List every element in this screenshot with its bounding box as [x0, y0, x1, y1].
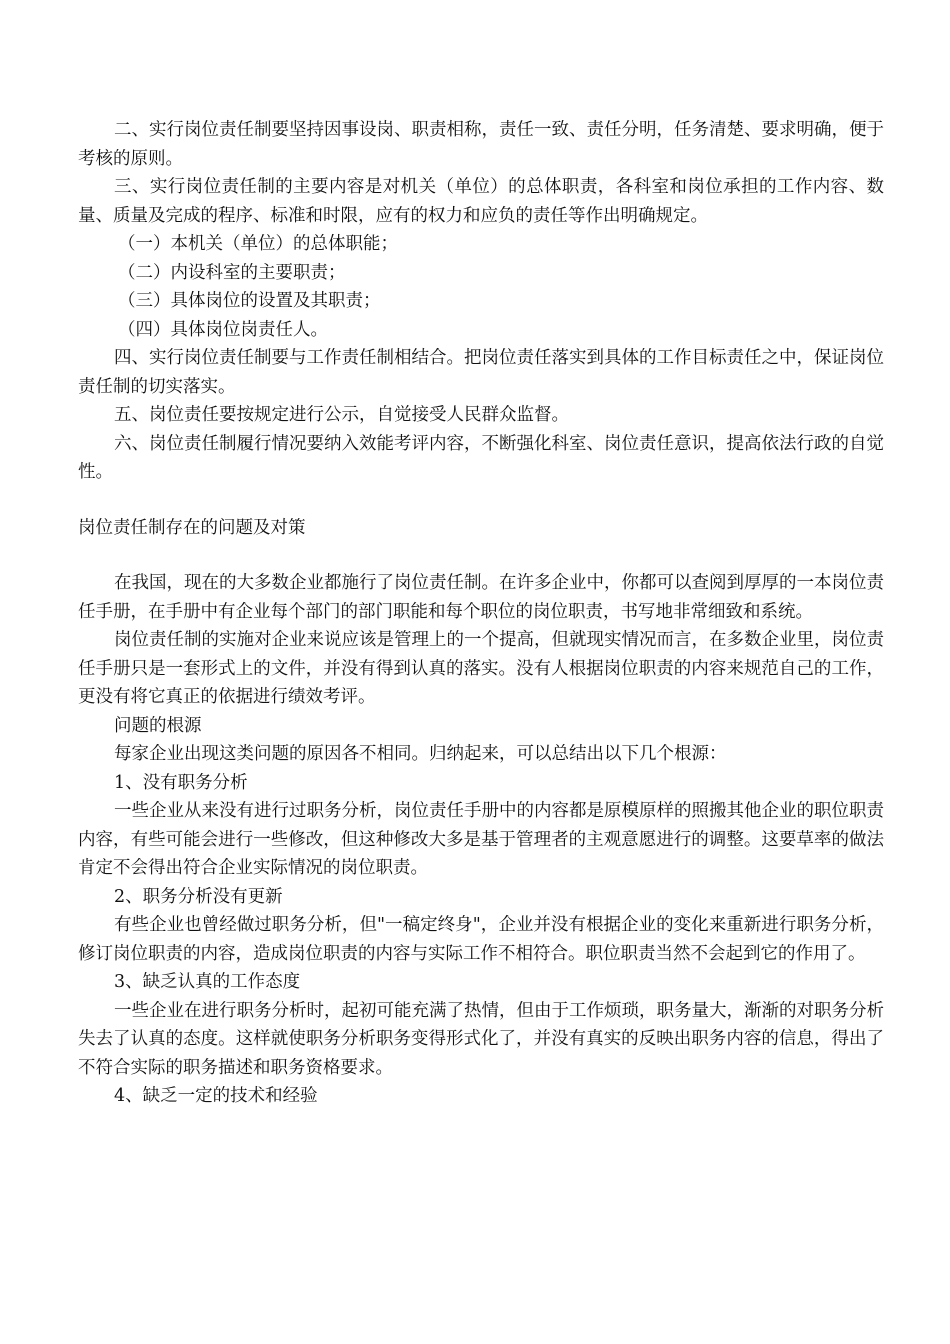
paragraph-reason-1: 一些企业从来没有进行过职务分析，岗位责任手册中的内容都是原模原样的照搬其他企业的职位职责内容，有些可能会进行一些修改，但这种修改大多是基于管理者的主观意愿进行的调整。这要草率的做法肯定不会得出符合企业实际情况的岗位职责。 — [78, 801, 884, 878]
subheading-root: 问题的根源 — [114, 715, 202, 736]
subheading-reason-4: 4、缺乏一定的技术和经验 — [114, 1086, 318, 1106]
subheading-reason-2: 2、职务分析没有更新 — [114, 886, 283, 907]
paragraph-combine: 四、实行岗位责任制要与工作责任制相结合。把岗位责任落实到具体的工作目标责任之中，保证岗位责任制的切实落实。 — [78, 348, 884, 397]
list-item: （一）本机关（单位）的总体职能； — [118, 234, 398, 254]
list-item: （四）具体岗位岗责任人。 — [118, 319, 328, 340]
list-item: （二）内设科室的主要职责； — [118, 262, 346, 283]
list-item: （三）具体岗位的设置及其职责； — [118, 291, 381, 311]
paragraph-reason-2: 有些企业也曾经做过职务分析，但"一稿定终身"，企业并没有根据企业的变化来重新进行职务分析，修订岗位职责的内容，造成岗位职责的内容与实际工作不相符合。职位职责当然不会起到它的作用了。 — [78, 915, 884, 964]
subheading-reason-1: 1、没有职务分析 — [114, 772, 248, 793]
paragraph-evaluation: 六、岗位责任制履行情况要纳入效能考评内容，不断强化科室、岗位责任意识，提高依法行政的自觉性。 — [78, 433, 884, 482]
subheading-reason-3: 3、缺乏认真的工作态度 — [114, 972, 301, 992]
paragraph-reason-3: 一些企业在进行职务分析时，起初可能充满了热情，但由于工作烦琐，职务量大，渐渐的对职务分析失去了认真的态度。这样就使职务分析职务变得形式化了，并没有真实的反映出职务内容的信息，得出了不符合实际的职务描述和职务资格要求。 — [78, 1000, 884, 1078]
paragraph-main-content: 三、实行岗位责任制的主要内容是对机关（单位）的总体职责，各科室和岗位承担的工作内容、数量、质量及完成的程序、标准和时限，应有的权力和应负的责任等作出明确规定。 — [78, 177, 884, 226]
document-page — [78, 116, 884, 1111]
section-title: 岗位责任制存在的问题及对策 — [78, 517, 306, 538]
paragraph-principles: 二、实行岗位责任制要坚持因事设岗、职责相称，责任一致、责任分明，任务清楚、要求明确，便于考核的原则。 — [78, 120, 884, 169]
paragraph-intro: 在我国，现在的大多数企业都施行了岗位责任制。在许多企业中，你都可以查阅到厚厚的一本岗位责任手册，在手册中有企业每个部门的部门职能和每个职位的岗位职责，书写地非常细致和系统。 — [78, 573, 884, 622]
paragraph-root-intro: 每家企业出现这类问题的原因各不相同。归纳起来，可以总结出以下几个根源： — [114, 744, 727, 764]
paragraph-intro-2: 岗位责任制的实施对企业来说应该是管理上的一个提高，但就现实情况而言，在多数企业里，岗位责任手册只是一套形式上的文件，并没有得到认真的落实。没有人根据岗位职责的内容来规范自己的工作，更没有将它真正的依据进行绩效考评。 — [78, 630, 884, 707]
paragraph-publicity: 五、岗位责任要按规定进行公示，自觉接受人民群众监督。 — [114, 405, 569, 425]
